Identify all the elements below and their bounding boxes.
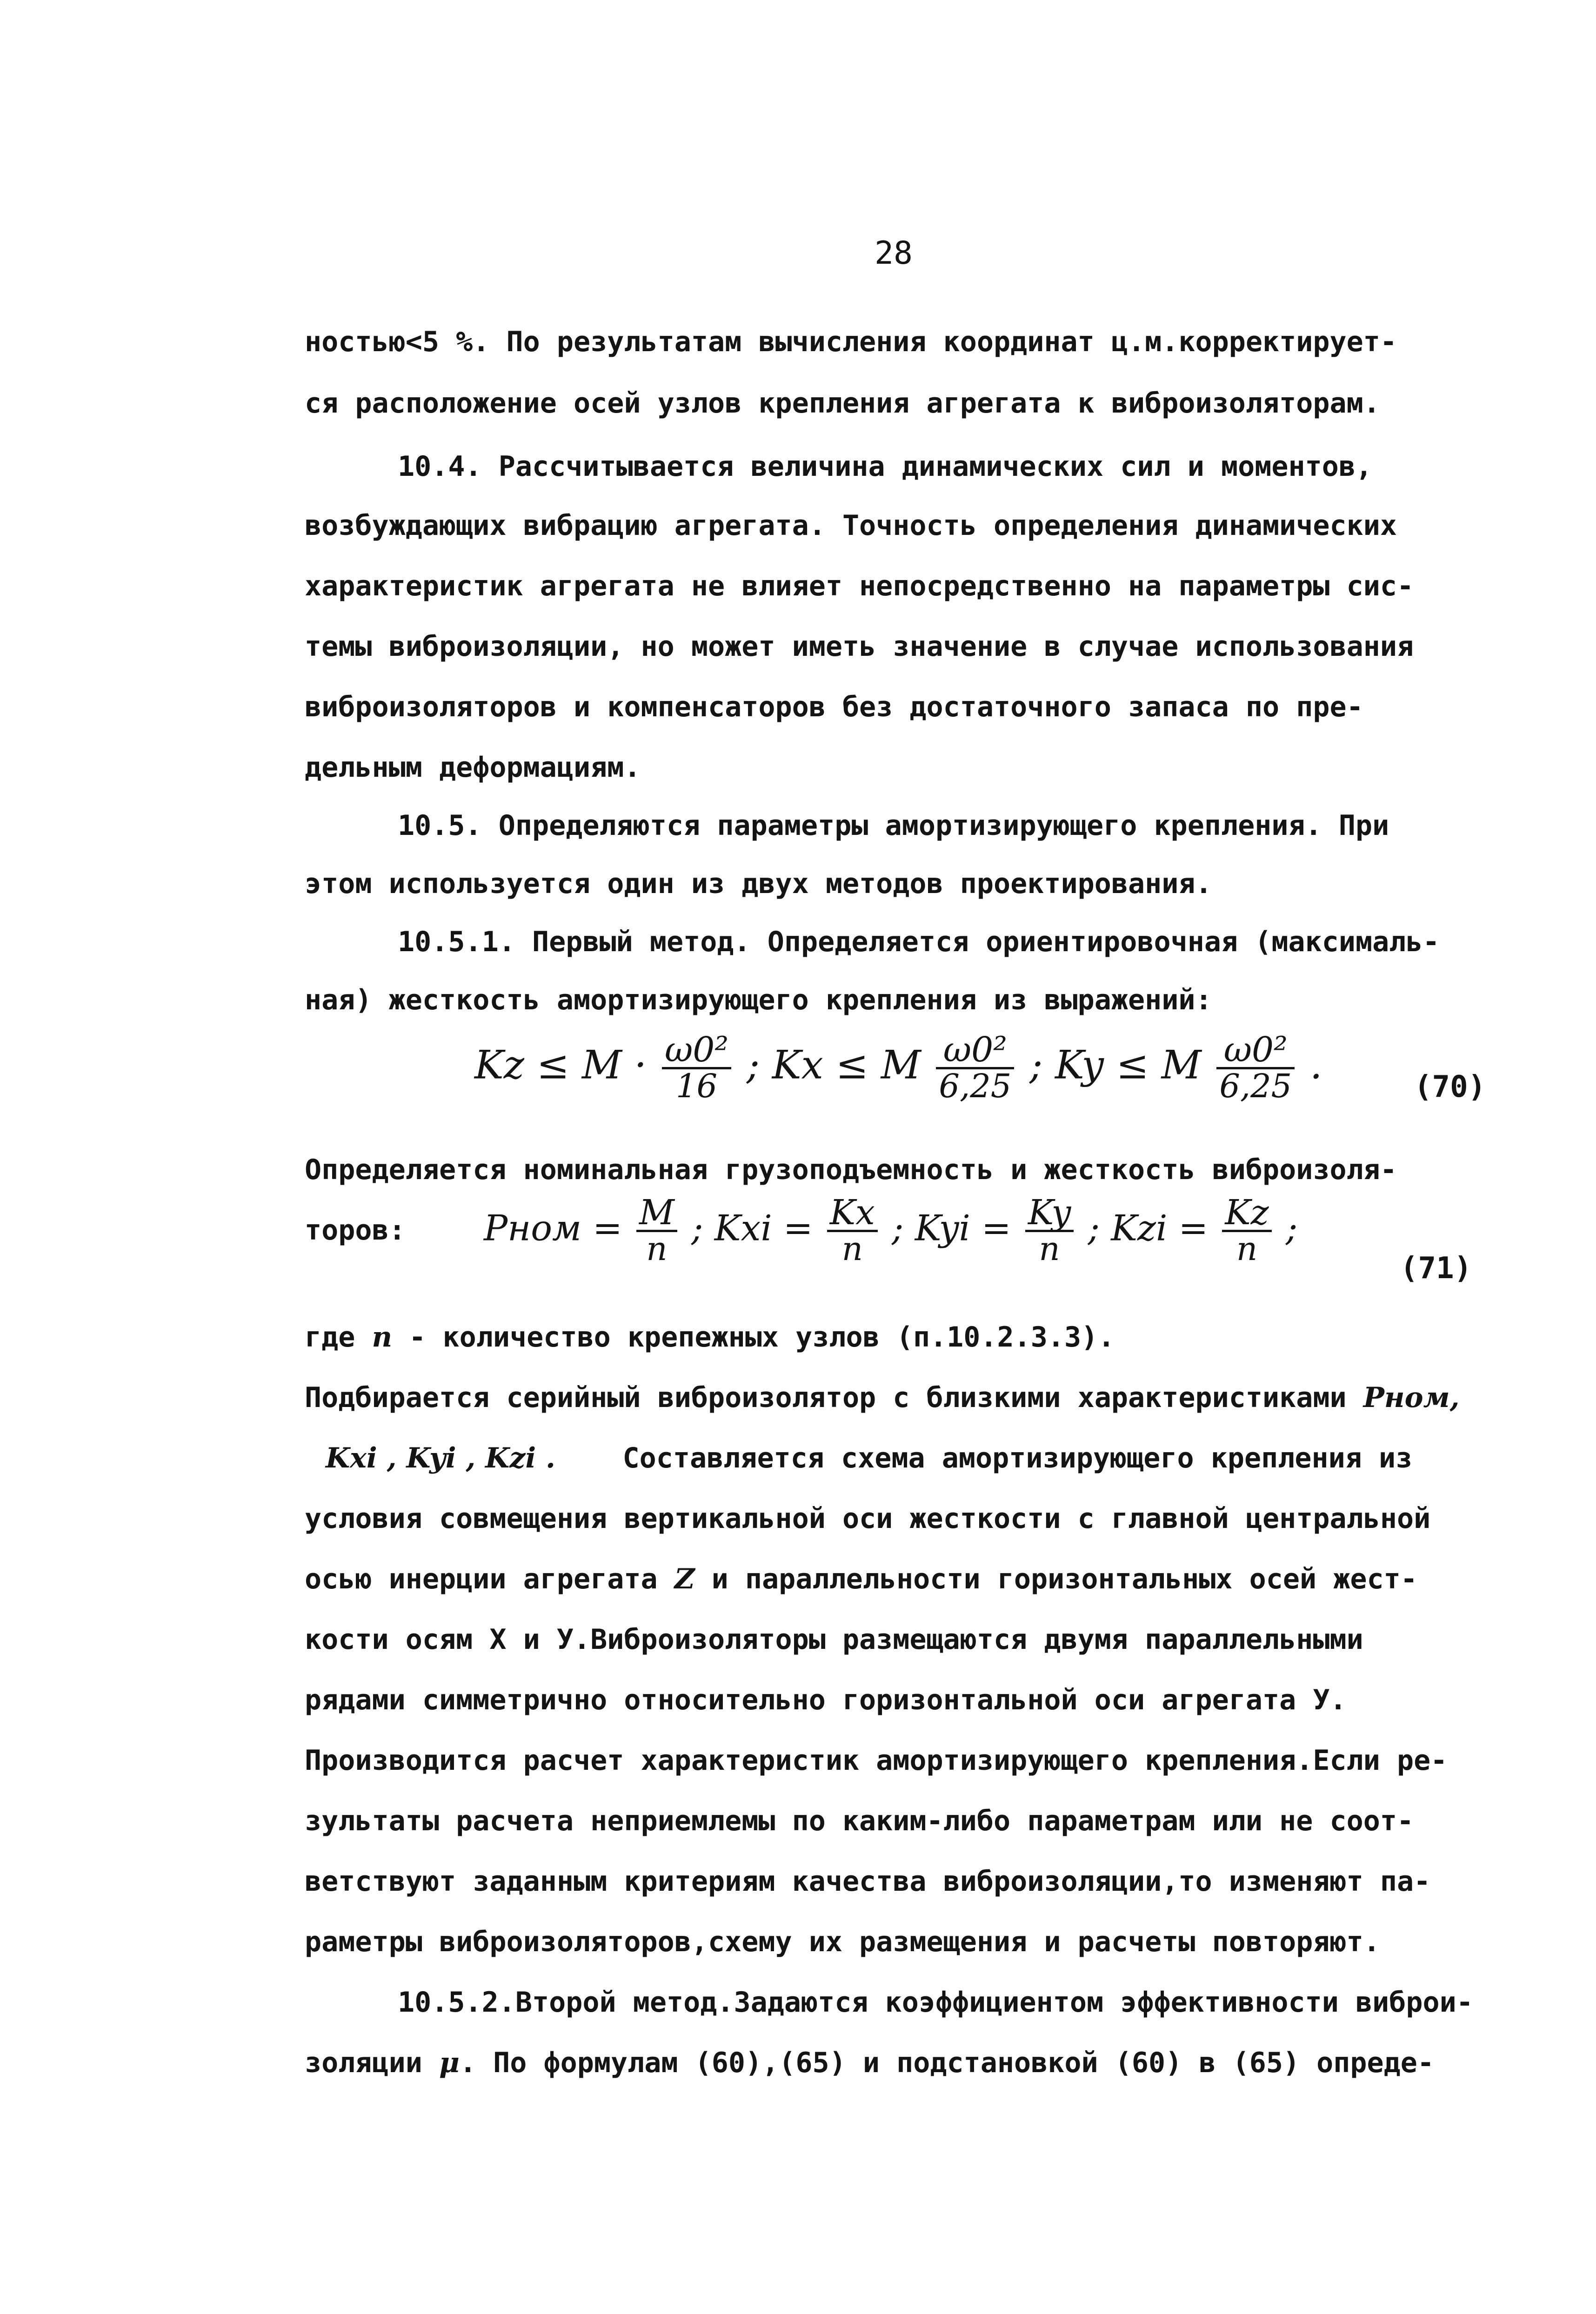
text-line-27 xyxy=(305,2047,1434,2079)
text-line-25: раметры виброизоляторов,схему их размещения и расчеты повторяют. xyxy=(305,1926,1380,1958)
symbols-kxi-kyi-kzi: Kxi , Kyi , Kzi . xyxy=(326,1442,555,1474)
separator: ; xyxy=(691,1207,703,1249)
separator: ; xyxy=(891,1207,904,1249)
symbol-kyi: Kyi xyxy=(915,1207,970,1249)
text-fragment: золяции xyxy=(305,2047,439,2079)
text-fragment: - количество крепежных узлов (п.10.2.3.3). xyxy=(392,1321,1115,1354)
text-line-17 xyxy=(326,1442,1412,1474)
fraction-omega-16 xyxy=(662,1030,731,1105)
text-line-23: зультаты расчета неприемлемы по каким-либо параметрам или не соот- xyxy=(305,1805,1414,1837)
text-fragment: Составляется схема амортизирующего крепления из xyxy=(622,1442,1413,1474)
fraction-numerator: Kz xyxy=(1222,1195,1271,1232)
symbol-m: M xyxy=(881,1042,921,1088)
text-line-10: этом используется один из двух методов проектирования. xyxy=(305,867,1212,900)
symbol-eq: = xyxy=(783,1207,813,1249)
text-line-19 xyxy=(305,1563,1417,1595)
symbol-kzi: Kzi xyxy=(1111,1207,1168,1249)
fraction-kx-n xyxy=(827,1195,878,1267)
text-fragment: . По формулам (60),(65) и подстановкой (60) в (65) опреде- xyxy=(459,2047,1435,2079)
symbol-mu: μ xyxy=(439,2047,460,2079)
symbol-p-nom: Pном, xyxy=(1363,1381,1460,1414)
symbol-p-nom: Pном xyxy=(484,1207,581,1249)
symbol-kx: Kx xyxy=(772,1042,823,1088)
fraction-denominator: 6,25 xyxy=(1219,1067,1292,1105)
separator: ; xyxy=(1285,1207,1298,1249)
symbol-m: M · xyxy=(581,1042,647,1088)
text-line-6: темы виброизоляции, но может иметь значение в случае использования xyxy=(305,630,1414,663)
fraction-numerator: Ky xyxy=(1025,1195,1074,1232)
symbol-le: ≤ xyxy=(1116,1042,1149,1088)
symbol-kz: Kz xyxy=(474,1042,525,1088)
fraction-ky-n xyxy=(1025,1195,1074,1267)
separator: ; xyxy=(746,1042,760,1088)
text-line-14: торов: xyxy=(305,1214,406,1247)
page-number: 28 xyxy=(875,235,913,272)
symbol-m: M xyxy=(1161,1042,1202,1088)
fraction-denominator: 16 xyxy=(675,1067,718,1105)
text-line-20: кости осям X и У.Виброизоляторы размещаются двумя параллельными xyxy=(305,1623,1363,1656)
terminal-dot: . xyxy=(1309,1042,1322,1088)
text-line-24: ветствуют заданным критериям качества виброизоляции,то изменяют па- xyxy=(305,1865,1431,1898)
text-fragment: Подбирается серийный виброизолятор с близкими характеристиками xyxy=(305,1381,1363,1414)
text-line-22: Производится расчет характеристик амортизирующего крепления.Если ре- xyxy=(305,1744,1448,1777)
fraction-numerator: Kx xyxy=(827,1195,878,1232)
text-line-21: рядами симметрично относительно горизонтальной оси агрегата У. xyxy=(305,1684,1347,1716)
text-fragment: осью инерции агрегата xyxy=(305,1563,674,1595)
text-line-18: условия совмещения вертикальной оси жесткости с главной центральной xyxy=(305,1502,1431,1535)
equation-number-70: (70) xyxy=(1414,1070,1486,1104)
symbol-n: n xyxy=(372,1321,393,1354)
fraction-denominator: 6,25 xyxy=(939,1067,1012,1105)
fraction-denominator: n xyxy=(841,1230,863,1268)
text-line-26: 10.5.2.Второй метод.Задаются коэффициентом эффективности виброи- xyxy=(398,1986,1473,2019)
text-line-12: ная) жесткость амортизирующего крепления из выражений: xyxy=(305,984,1212,1016)
text-line-7: виброизоляторов и компенсаторов без достаточного запаса по пре- xyxy=(305,691,1363,723)
fraction-omega-625-b xyxy=(1216,1030,1295,1105)
text-line-15 xyxy=(305,1321,1115,1354)
text-line-5: характеристик агрегата не влияет непосредственно на параметры сис- xyxy=(305,570,1414,602)
text-line-3: 10.4. Рассчитывается величина динамических сил и моментов, xyxy=(398,450,1373,483)
fraction-numerator: M xyxy=(636,1195,677,1232)
text-line-8: дельным деформациям. xyxy=(305,751,641,784)
text-line-2: ся расположение осей узлов крепления агрегата к виброизоляторам. xyxy=(305,387,1380,420)
fraction-omega-625 xyxy=(936,1030,1014,1105)
fraction-numerator: ω0² xyxy=(662,1033,731,1069)
text-line-11: 10.5.1. Первый метод. Определяется ориентировочная (максималь- xyxy=(398,926,1440,958)
symbol-eq: = xyxy=(1178,1207,1209,1249)
fraction-kz-n xyxy=(1222,1195,1271,1267)
separator: ; xyxy=(1088,1207,1100,1249)
symbol-ky: Ky xyxy=(1055,1042,1104,1088)
fraction-denominator: n xyxy=(1236,1230,1258,1268)
text-line-1: ностью<5 %. По результатам вычисления координат ц.м.корректирует- xyxy=(305,326,1397,358)
symbol-kxi: Kxi xyxy=(714,1207,772,1249)
text-line-9: 10.5. Определяются параметры амортизирующего крепления. При xyxy=(398,809,1389,842)
formula-70 xyxy=(474,1030,1322,1105)
fraction-numerator: ω0² xyxy=(936,1033,1014,1069)
symbol-le: ≤ xyxy=(536,1042,570,1088)
fraction-m-n xyxy=(636,1195,677,1267)
symbol-eq: = xyxy=(982,1207,1011,1249)
formula-71 xyxy=(484,1195,1297,1267)
text-line-4: возбуждающих вибрацию агрегата. Точность определения динамических xyxy=(305,509,1397,542)
text-fragment: где xyxy=(305,1321,372,1354)
text-line-16 xyxy=(305,1381,1460,1414)
symbol-le: ≤ xyxy=(835,1042,868,1088)
fraction-denominator: n xyxy=(1039,1230,1060,1268)
text-line-13: Определяется номинальная грузоподъемность и жесткость виброизоля- xyxy=(305,1154,1397,1186)
symbol-eq: = xyxy=(593,1207,622,1249)
fraction-denominator: n xyxy=(646,1230,668,1268)
symbol-z: Z xyxy=(674,1563,695,1595)
equation-number-71: (71) xyxy=(1400,1251,1472,1286)
text-fragment: и параллельности горизонтальных осей жест- xyxy=(694,1563,1417,1595)
fraction-numerator: ω0² xyxy=(1216,1033,1295,1069)
separator: ; xyxy=(1029,1042,1043,1088)
